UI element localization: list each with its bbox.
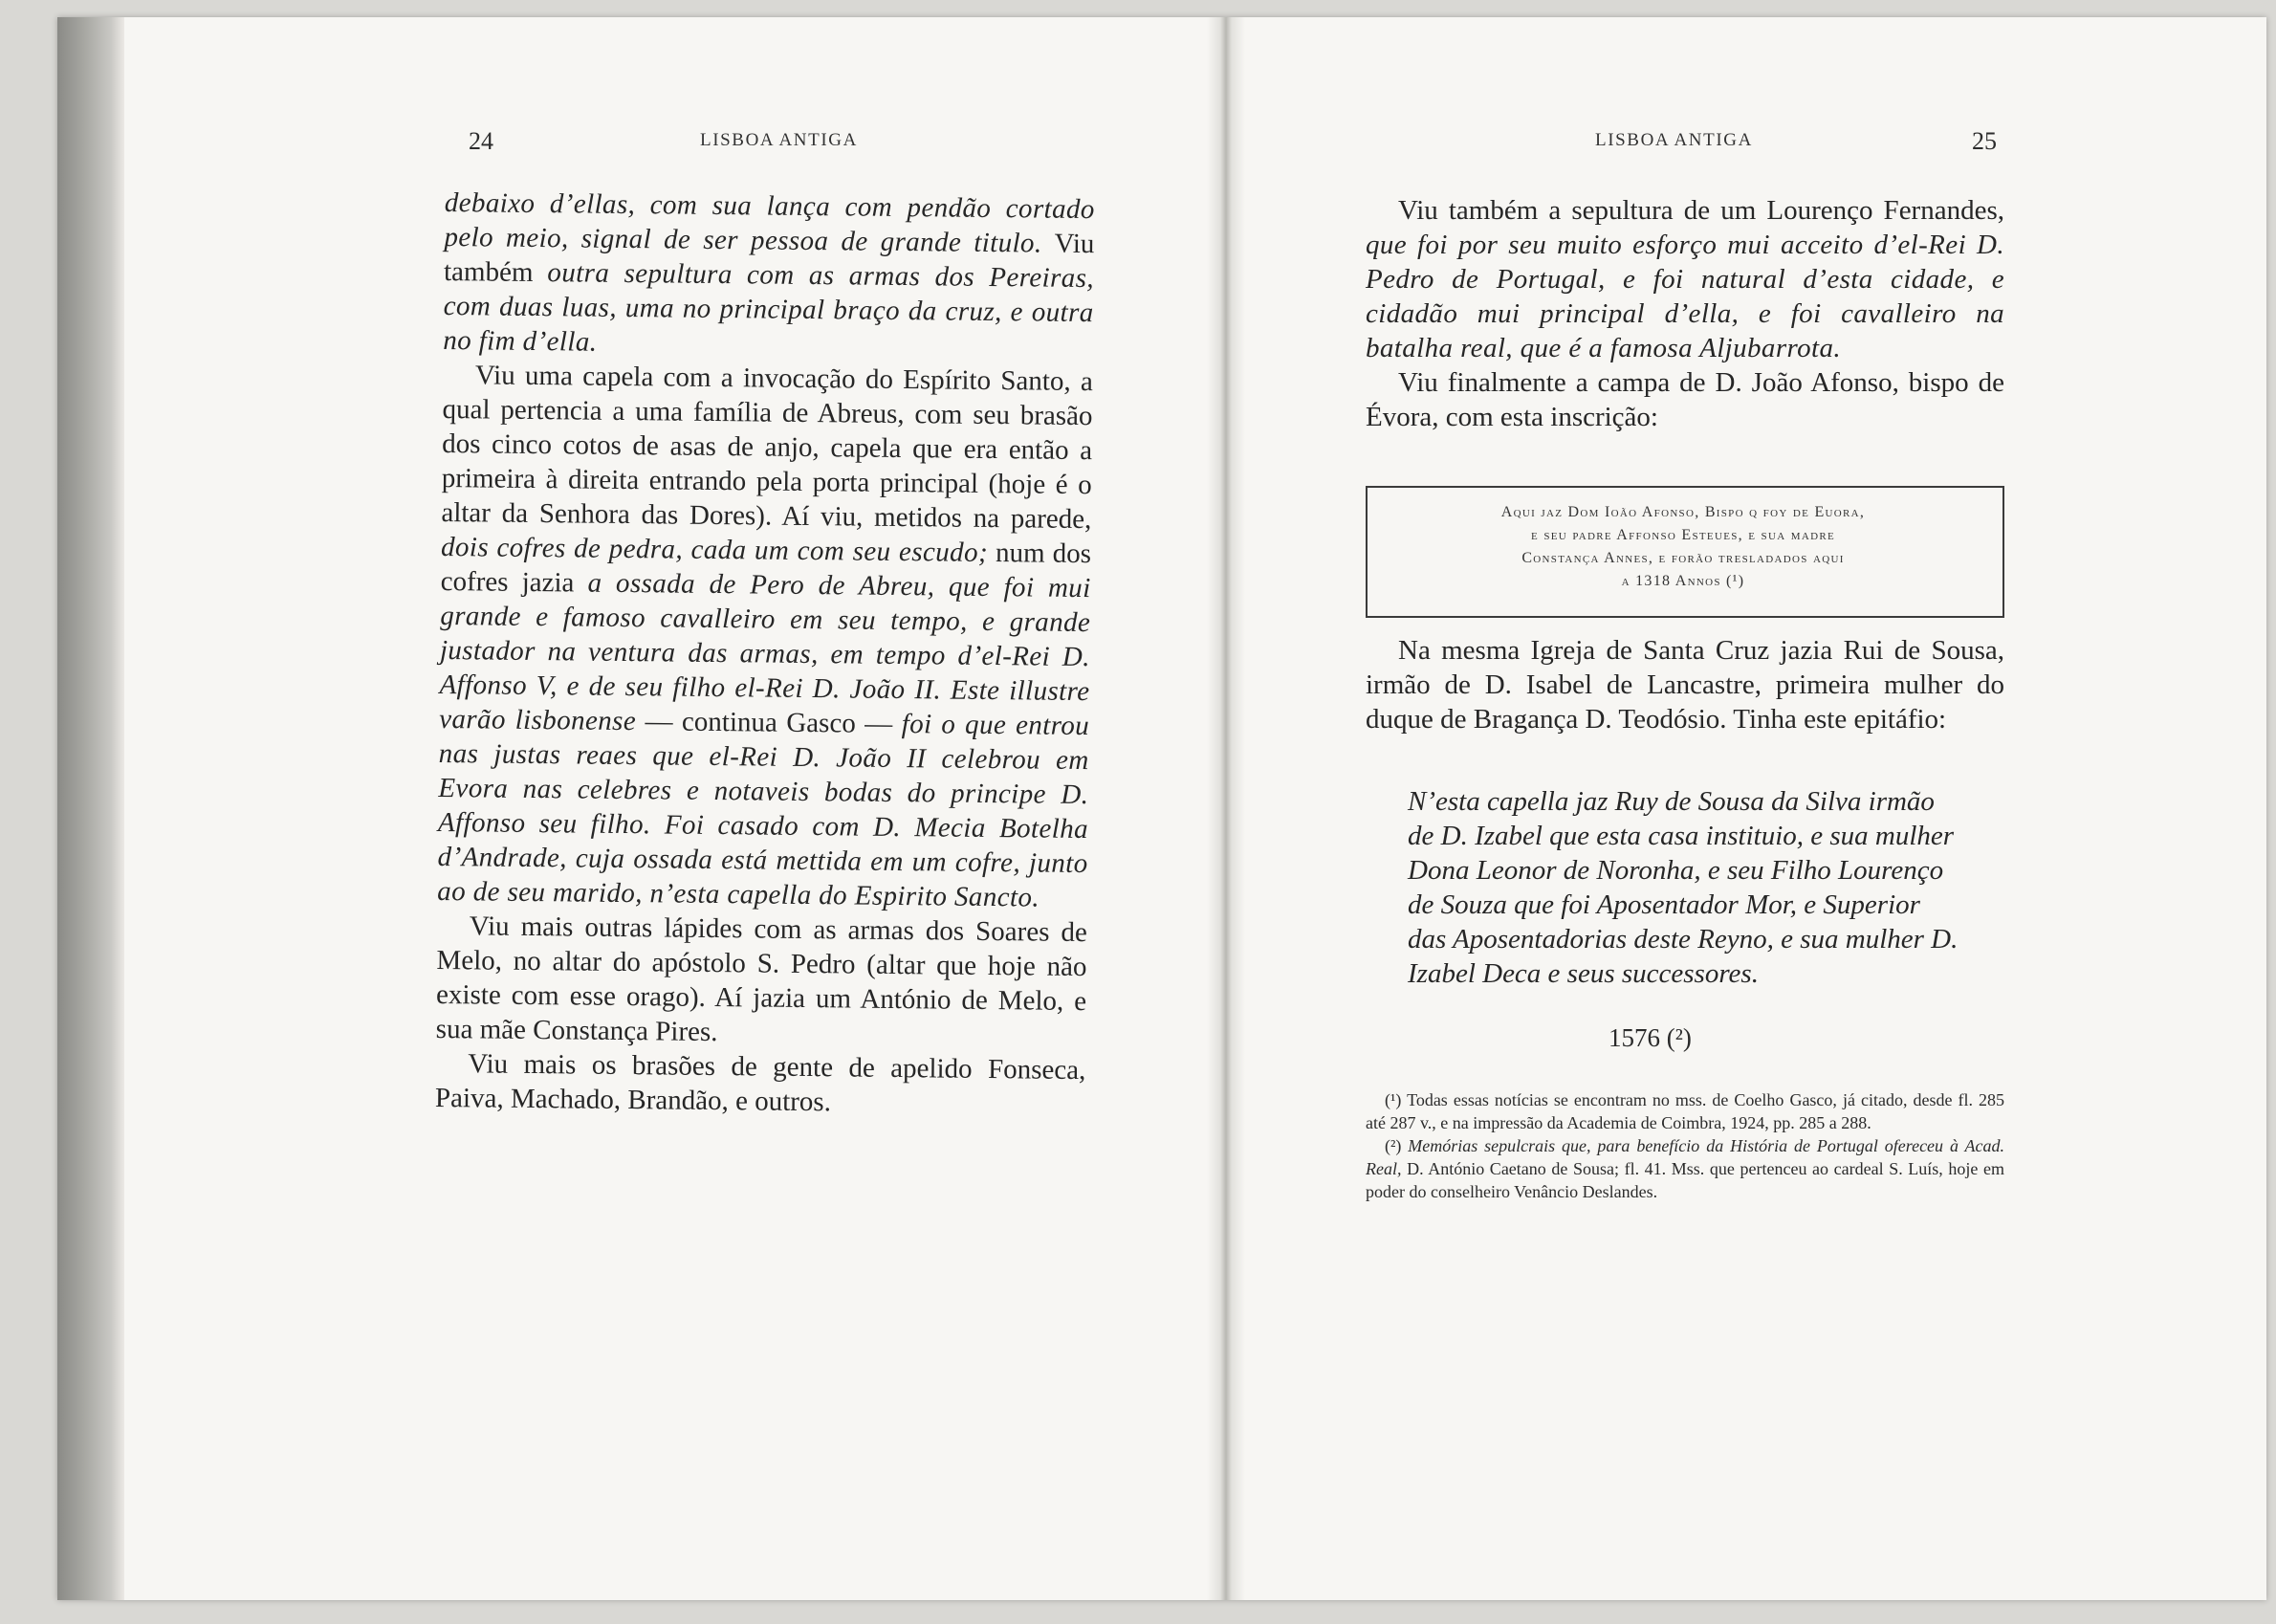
italic-quote: que foi por seu muito esforço mui acceito d’el-Rei D. Pedro de Portugal, e foi natural d’esta cidade, e cidadão mui principal d’ella, e foi cavalleiro na batalha real, que é a famosa Aljubarrota.: [1366, 230, 2004, 363]
inscription-text: [1387, 501, 1980, 593]
inscription-box: [1366, 486, 2004, 618]
footnotes: [1366, 1088, 2004, 1203]
paragraph: Viu finalmente a campa de D. João Afonso, bispo de Évora, com esta inscrição:: [1366, 367, 2004, 432]
page-number: 25: [1972, 127, 1997, 155]
left-page-body: [435, 186, 1095, 1122]
paragraph: Na mesma Igreja de Santa Cruz jazia Rui de Sousa, irmão de D. Isabel de Lancastre, primeira mulher do duque de Bragança D. Teodósio. Tinha este epitáfio:: [1366, 635, 2004, 735]
inscription-line: a 1318 Annos (¹): [1621, 573, 1745, 589]
book-gutter: [1207, 17, 1245, 1600]
paragraph: Viu mais os brasões de gente de apelido Fonseca, Paiva, Machado, Brandão, e outros.: [434, 1048, 1086, 1118]
running-head: LISBOA ANTIGA: [700, 130, 858, 150]
page-number: 24: [469, 127, 493, 155]
italic-quote: a ossada de Pero de Abreu, que foi mui grande e famoso cavalleiro em seu tempo, e grande justador na ventura das armas, em tempo d’el-Rei D. Affonso V, e de seu filho el-Rei D. João II. Este illustre varão lisbonense: [438, 567, 1091, 737]
italic-title: Memórias sepulcrais que, para benefício da História de Portugal ofereceu à Acad. Real,: [1366, 1136, 2004, 1178]
inscription-line: e seu padre Affonso Esteues, e sua madre: [1531, 527, 1835, 543]
roman-text: Viu uma capela com a invocação do Espírito Santo, a qual pertencia a uma família de Abreus, com seu brasão dos cinco cotos de asas de anjo, capela que era então a primeira à direita entrando pela porta principal (hoje é o altar da Senhora das Dores). Aí viu, metidos na parede,: [441, 360, 1094, 536]
paragraph: [437, 358, 1093, 915]
italic-quote: debaixo d’ellas, com sua lança com pendão cortado pelo meio, signal de ser pessoa de grande titulo.: [444, 187, 1095, 259]
roman-text: Viu também a sepultura de um Lourenço Fernandes,: [1398, 195, 2004, 226]
epitaph: N’esta capella jaz Ruy de Sousa da Silva irmão de D. Izabel que esta casa instituio, e sua mulher Dona Leonor de Noronha, e seu Filho Lourenço de Souza que foi Aposentador Mor, e Superior das Aposentadorias deste Reyno, e sua mulher D. Izabel Deca e seus successores.: [1408, 786, 1959, 989]
italic-quote: outra sepultura com as armas dos Pereiras, com duas luas, uma no principal braço da cruz, e outra no fim d’ella.: [443, 257, 1095, 358]
roman-text: num dos cofres jazia: [440, 537, 1092, 599]
inscription-line: Aqui jaz Dom Ioão Afonso, Bispo q foy de Euora,: [1500, 504, 1866, 520]
roman-text: D. António Caetano de Sousa; fl. 41. Mss. que pertenceu ao cardeal S. Luís, hoje em poder do conselheiro Venâncio Deslandes.: [1366, 1159, 2004, 1201]
right-page-body-2: [1366, 633, 2004, 736]
footnote-mark: (²): [1385, 1136, 1409, 1155]
roman-text: — continua Gasco —: [635, 706, 902, 740]
roman-text: Viu também: [443, 228, 1095, 289]
paragraph: [1366, 193, 2004, 365]
footnote: (¹) Todas essas notícias se encontram no mss. de Coelho Gasco, já citado, desde fl. 285 até 287 v., e na impressão da Academia de Coimbra, 1924, pp. 285 a 288.: [1366, 1090, 2004, 1132]
italic-quote: foi o que entrou nas justas reaes que el-Rei D. João II celebrou em Evora nas celebres e notaveis bodas do principe D. Affonso seu filho. Foi casado com D. Mecia Botelha d’Andrade, cuja ossada está mettida em um cofre, junto ao de seu marido, n’esta capella do Espirito Sancto.: [437, 709, 1090, 913]
right-page: [1245, 0, 2276, 1624]
right-page-body: [1366, 193, 2004, 434]
epitaph-year: 1576 (²): [1609, 1023, 1692, 1052]
inscription-line: Constança Annes, e forão tresladados aqui: [1521, 550, 1845, 566]
running-head: LISBOA ANTIGA: [1595, 130, 1753, 150]
paragraph: Viu mais outras lápides com as armas dos Soares de Melo, no altar do apóstolo S. Pedro (altar que hoje não existe com esse orago). Aí jazia um António de Melo, e sua mãe Constança Pires.: [435, 911, 1088, 1048]
footnote: [1366, 1134, 2004, 1203]
paragraph: [443, 186, 1095, 364]
italic-quote: dois cofres de pedra, cada um com seu escudo;: [440, 531, 989, 568]
